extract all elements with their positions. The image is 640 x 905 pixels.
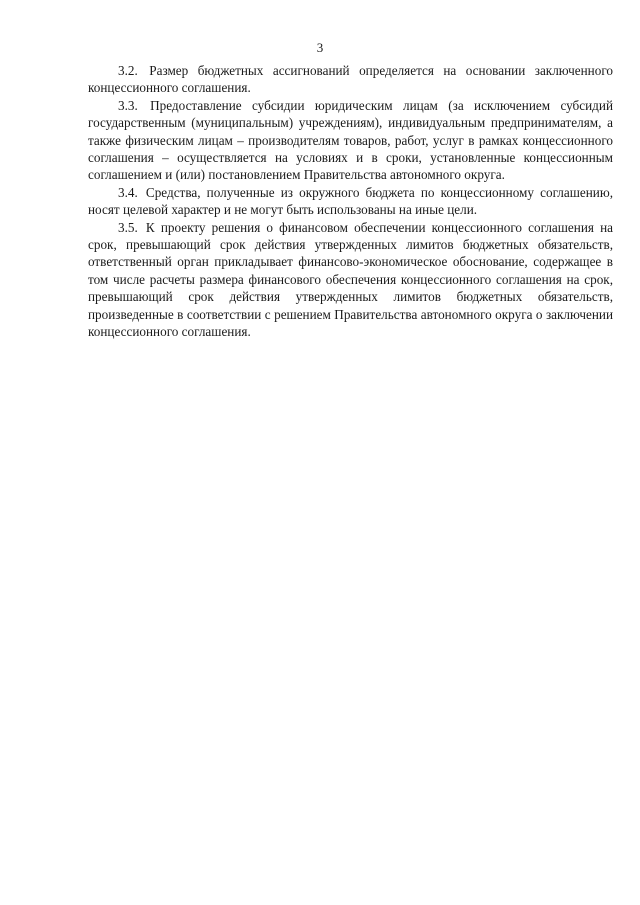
paragraph-text: К проекту решения о финансовом обеспечении концессионного соглашения на срок, превышающий срок действия утвержденных лимитов бюджетных обязательств, ответственный орган прикладывает финансово-экономическое обоснование, содержащее в том числе расчеты размера финансового обеспечения концессионного соглашения на срок, превышающий срок действия утвержденных лимитов бюджетных обязательств, произведенные в соответствии с решением Правительства автономного округа о заключении концессионного соглашения. — [88, 219, 613, 340]
paragraph-number: 3.2. — [118, 63, 138, 78]
paragraph-number: 3.4. — [118, 184, 138, 200]
paragraph-3-5 — [88, 219, 613, 341]
paragraph-number: 3.3. — [118, 97, 138, 113]
paragraph-text: Размер бюджетных ассигнований определяется на основании заключенного концессионного соглашения. — [88, 63, 613, 96]
paragraph-text: Средства, полученные из окружного бюджета по концессионному соглашению, носят целевой характер и не могут быть использованы на иные цели. — [88, 184, 614, 218]
page-number: 3 — [316, 40, 324, 55]
document-body — [88, 62, 613, 341]
paragraph-3-2 — [88, 62, 613, 97]
paragraph-3-4 — [88, 184, 613, 219]
paragraph-3-3 — [88, 97, 613, 184]
paragraph-number: 3.5. — [118, 219, 138, 235]
paragraph-text: Предоставление субсидии юридическим лицам (за исключением субсидий государственным (муниципальным) учреждениям), индивидуальным предпринимателям, а также физическим лицам – производителям товаров, работ, услуг в рамках концессионного соглашения – осуществляется на условиях и в сроки, установленные концессионным соглашением и (или) постановлением Правительства автономного округа. — [88, 97, 614, 183]
